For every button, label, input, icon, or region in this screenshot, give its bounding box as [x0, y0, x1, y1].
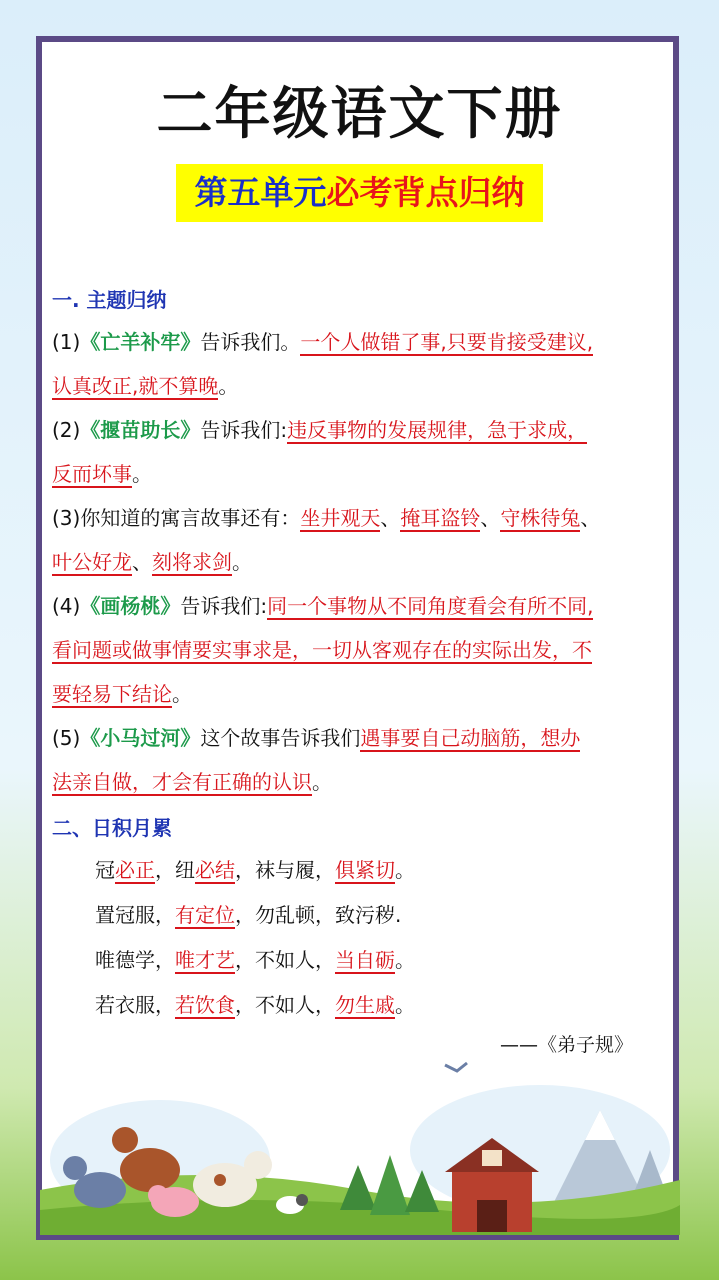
poem-source: ——《弟子规》: [500, 1034, 634, 1056]
item-4-line-3: [52, 678, 192, 707]
pig-head: [148, 1185, 168, 1205]
poem-key: 勿生戚: [335, 993, 395, 1017]
item-2-line-2: [52, 458, 152, 487]
barn-window: [482, 1150, 502, 1166]
poem-text: ，纽: [155, 858, 195, 882]
poem-key: 有定位: [175, 903, 235, 927]
section-heading-theme: 一. 主题归纳: [52, 288, 167, 312]
punct: 。: [172, 682, 192, 706]
item-4-line-1: [52, 590, 593, 619]
poem-key: 俱紧切: [335, 858, 395, 882]
item-5-line-2: [52, 766, 332, 795]
key-point: 法亲自做，才会有正确的认识: [52, 770, 312, 794]
punct: 。: [218, 374, 239, 398]
book-title: 《小马过河》: [80, 726, 201, 750]
page-title: 二年级语文下册: [156, 81, 563, 147]
item-2-line-1: [52, 414, 587, 443]
subtitle-topic: 必考背点归纳: [326, 173, 525, 212]
poem-line-3: [95, 944, 415, 973]
poem-text: 唯德学，: [95, 948, 175, 972]
item-number: (2): [52, 418, 81, 442]
key-point: 同一个事物从不同角度看会有所不同,: [267, 594, 594, 618]
item-3-line-2: [52, 546, 252, 575]
subtitle-banner: [176, 164, 543, 222]
tree-icon: [370, 1155, 410, 1215]
poem-key: 若饮食: [175, 993, 235, 1017]
punct: 。: [232, 550, 252, 574]
poem-text: ，勿乱顿，致污秽.: [235, 903, 402, 927]
poem-key: 必正: [115, 858, 155, 882]
item-number: (1): [52, 330, 81, 354]
story-name: 坐井观天: [300, 506, 381, 530]
poem-text: 。: [395, 993, 415, 1017]
item-text: 告诉我们:: [180, 594, 268, 618]
barn-door: [477, 1200, 507, 1232]
horse-head: [112, 1127, 138, 1153]
subtitle-unit: 第五单元: [194, 173, 327, 212]
poem-key: 必结: [195, 858, 235, 882]
poem-line-1: [95, 854, 415, 883]
story-name: 刻将求剑: [152, 550, 232, 574]
poem-line-2: [95, 899, 401, 928]
sheep-head: [296, 1194, 308, 1206]
item-3-line-1: [52, 502, 600, 531]
item-1-line-2: [52, 370, 238, 399]
item-number: (4): [52, 594, 81, 618]
story-name: 叶公好龙: [52, 550, 132, 574]
key-point: 遇事要自己动脑筋，想办: [360, 726, 581, 750]
horse-icon: [120, 1148, 180, 1192]
item-1-line-1: [52, 326, 593, 355]
book-title: 《亡羊补牢》: [80, 330, 201, 354]
book-title: 《画杨桃》: [80, 594, 181, 618]
item-text: 告诉我们。: [200, 330, 301, 354]
item-4-line-2: [52, 634, 592, 663]
item-number: (5): [52, 726, 81, 750]
poem-key: 唯才艺: [175, 948, 235, 972]
poem-text: 若衣服，: [95, 993, 175, 1017]
poem-key: 当自砺: [335, 948, 395, 972]
donkey-head: [63, 1156, 87, 1180]
cow-spot: [214, 1174, 226, 1186]
bird-icon: [445, 1063, 467, 1071]
farm-scene-illustration: [40, 1040, 680, 1235]
poem-text: 冠: [95, 858, 115, 882]
item-text: 你知道的寓言故事还有：: [80, 506, 301, 530]
poem-text: ，袜与履，: [235, 858, 335, 882]
item-text: 这个故事告诉我们: [200, 726, 361, 750]
book-title: 《揠苗助长》: [80, 418, 201, 442]
section-heading-accumulation: 二、日积月累: [52, 816, 172, 840]
key-point: 要轻易下结论: [52, 682, 172, 706]
cow-head: [244, 1151, 272, 1179]
story-name: 守株待兔: [500, 506, 581, 530]
item-number: (3): [52, 506, 81, 530]
punct: 。: [132, 462, 152, 486]
poem-text: ，不如人，: [235, 993, 335, 1017]
item-5-line-1: [52, 722, 580, 751]
punct: 、: [132, 550, 152, 574]
key-point: 违反事物的发展规律，急于求成，: [287, 418, 588, 442]
key-point: 看问题或做事情要实事求是，一切从客观存在的实际出发，不: [52, 638, 592, 662]
key-point: 反而坏事: [52, 462, 132, 486]
poem-text: 置冠服，: [95, 903, 175, 927]
poem-line-4: [95, 989, 415, 1018]
punct: 、: [380, 506, 401, 530]
punct: 。: [312, 770, 332, 794]
key-point: 一个人做错了事,只要肯接受建议,: [300, 330, 594, 354]
poem-text: 。: [395, 948, 415, 972]
poem-text: 。: [395, 858, 415, 882]
item-text: 告诉我们:: [200, 418, 288, 442]
punct: 、: [580, 506, 601, 530]
poem-text: ，不如人，: [235, 948, 335, 972]
key-point: 认真改正,就不算晚: [52, 374, 219, 398]
story-name: 掩耳盗铃: [400, 506, 481, 530]
punct: 、: [480, 506, 501, 530]
